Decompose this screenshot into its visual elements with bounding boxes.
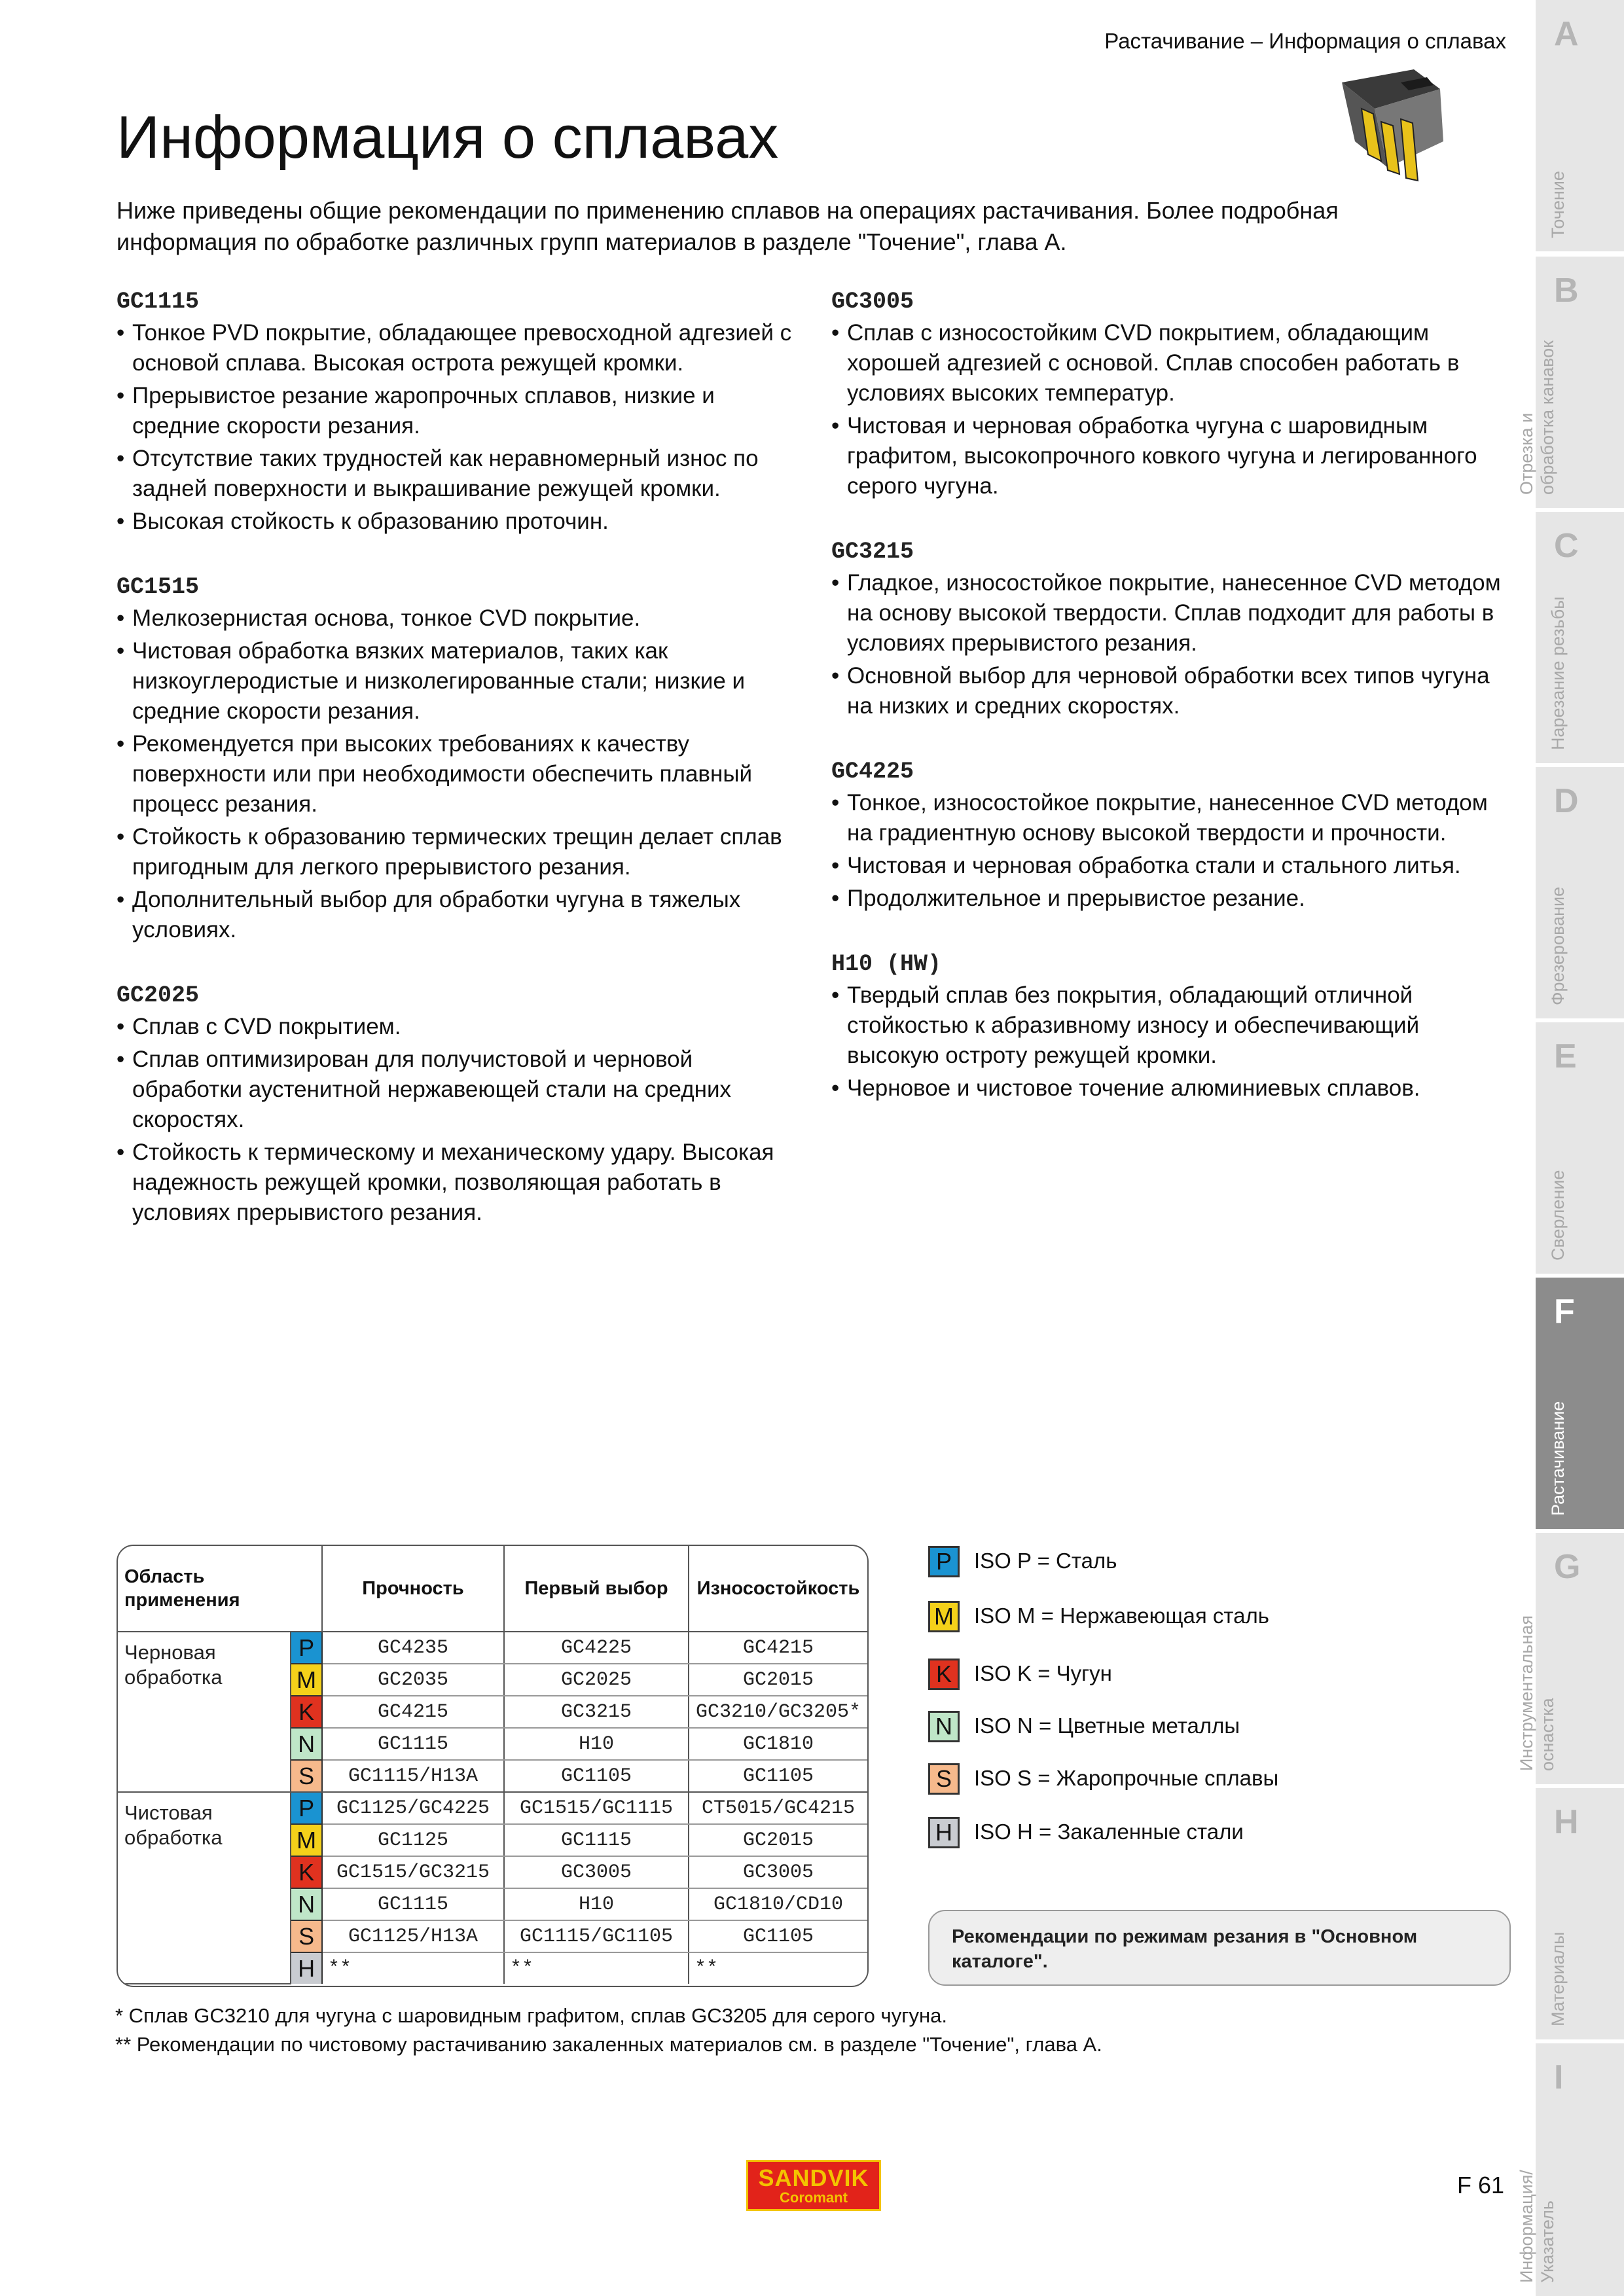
grade-bullet: • Высокая стойкость к образованию проточин. [117,507,804,537]
header-toughness: Прочность [322,1546,504,1632]
chapter-tab-g[interactable] [1517,1533,1624,1784]
toughness-cell: GC1115 [322,1728,504,1760]
legend-label: ISO P = Сталь [974,1549,1117,1573]
iso-color-swatch: N [928,1711,960,1742]
grade-bullet: • Отсутствие таких трудностей как неравномерный износ по задней поверхности и выкрашивание режущей кромки. [117,444,804,504]
iso-code-cell: M [291,1824,322,1856]
tab-letter: F [1554,1293,1575,1331]
grade-bullet: • Тонкое, износостойкое покрытие, нанесенное CVD методом на градиентную основу высокой твердости и прочности. [831,788,1512,848]
footnotes [115,2001,1102,2059]
grade-bullet: • Основной выбор для черновой обработки всех типов чугуна на низких и средних скоростях. [831,661,1512,721]
iso-code-cell: M [291,1664,322,1696]
grade-section [117,285,804,537]
chapter-tab-b[interactable] [1517,257,1624,508]
grade-name: GC1515 [117,574,200,600]
grade-bullet: • Твердый сплав без покрытия, обладающий отличной стойкостью к абразивному износу и обеспечивающий высокую остроту режущей кромки. [831,980,1512,1071]
first-choice-cell: GC1105 [504,1760,689,1792]
intro-paragraph: Ниже приведены общие рекомендации по применению сплавов на операциях растачивания. Более подробная информация по обработке различных групп материалов в разделе "Точение", глава А. [117,197,1339,255]
grade-bullet: • Рекомендуется при высоких требованиях к качеству поверхности или при необходимости обеспечить плавный процесс резания. [117,729,804,819]
toughness-cell: GC1115/H13A [322,1760,504,1792]
grade-bullet: • Тонкое PVD покрытие, обладающее превосходной адгезией с основой сплава. Высокая острота режущей кромки. [117,318,804,378]
running-head: Растачивание – Информация о сплавах [1104,29,1506,53]
tab-label-wrap [1536,1817,1614,2026]
first-choice-cell: H10 [504,1728,689,1760]
header-wear-resistance: Износостойкость [689,1546,867,1632]
toughness-cell: ** [322,1952,504,1984]
table-row [118,1792,867,1824]
grade-name: GC3215 [831,539,914,565]
grade-bullet: • Прерывистое резание жаропрочных сплавов, низкие и средние скорости резания. [117,381,804,441]
application-area: Черновая обработка [118,1632,291,1792]
wear-resistance-cell: GC1810 [689,1728,867,1760]
chapter-tab-d[interactable] [1536,767,1624,1018]
cutting-data-note [928,1910,1511,1986]
note-text: Рекомендации по режимам резания в "Основном каталоге". [952,1926,1418,1972]
iso-code-cell: S [291,1760,322,1792]
tab-letter: E [1554,1037,1577,1075]
iso-color-swatch: K [928,1659,960,1690]
iso-color-swatch: S [928,1763,960,1795]
iso-code-cell: P [291,1792,322,1824]
legend-label: ISO N = Цветные металлы [974,1713,1240,1738]
chapter-tab-i[interactable] [1517,2043,1624,2296]
grade-name: GC4225 [831,759,914,785]
grade-name: H10 (HW) [831,951,942,977]
iso-color-swatch: M [928,1601,960,1632]
tab-letter: C [1554,527,1579,565]
tab-label-wrap [1517,2073,1614,2283]
wear-resistance-cell: GC4215 [689,1632,867,1664]
footnote-1: * Сплав GC3210 для чугуна с шаровидным графитом, сплав GC3205 для серого чугуна. [115,2004,947,2027]
grade-name: GC1115 [117,289,200,315]
wear-resistance-cell: GC3005 [689,1856,867,1888]
grade-bullet: • Стойкость к термическому и механическому удару. Высокая надежность режущей кромки, позволяющая работать в условиях прерывистого резания. [117,1138,804,1228]
grade-name: GC2025 [117,982,200,1009]
tab-label-wrap [1536,29,1614,238]
application-table [117,1545,869,1987]
toughness-cell: GC1125/GC4225 [322,1792,504,1824]
grade-bullet: • Сплав с износостойким CVD покрытием, обладающим хорошей адгезией с основой. Сплав способен работать в условиях высоких температур. [831,318,1512,408]
grade-bullets [117,603,804,945]
tab-label: Инструментальная оснастка [1517,1615,1557,1771]
tab-label: Фрезерование [1548,886,1568,1005]
chapter-tab-c[interactable] [1536,512,1624,763]
tab-label: Информация/ Указатель [1517,2170,1557,2283]
tab-letter: D [1554,782,1579,820]
tab-label: Материалы [1548,1931,1568,2026]
toughness-cell: GC1125 [322,1824,504,1856]
grade-bullet: • Мелкозернистая основа, тонкое CVD покрытие. [117,603,804,634]
legend-label: ISO K = Чугун [974,1661,1112,1685]
logo-wordmark: SANDVIK [758,2164,869,2191]
iso-color-swatch: P [928,1546,960,1577]
legend-label: ISO H = Закаленные стали [974,1820,1244,1844]
sandvik-coromant-logo [746,2160,881,2211]
grade-section [831,948,1512,1103]
wear-resistance-cell: GC1810/CD10 [689,1888,867,1920]
legend-item [928,1659,1295,1691]
grade-section [117,571,804,945]
tab-label: Сверление [1548,1170,1568,1261]
page-number: F 61 [1457,2172,1505,2198]
tab-label: Отрезка и обработка канавок [1517,340,1557,495]
iso-code-cell: S [291,1920,322,1952]
legend-item [928,1601,1295,1634]
tab-label-wrap [1536,541,1614,750]
first-choice-cell: GC4225 [504,1632,689,1664]
boring-insert-illustration [1335,63,1447,194]
first-choice-cell: GC1115 [504,1824,689,1856]
tab-label-wrap [1517,1562,1614,1771]
tab-letter: G [1554,1548,1581,1586]
chapter-tabs [1517,0,1624,2296]
grade-bullet: • Стойкость к образованию термических трещин делает сплав пригодным для легкого прерывистого резания. [117,822,804,882]
tab-label-wrap [1536,1051,1614,1261]
header-first-choice: Первый выбор [504,1546,689,1632]
grade-section [831,535,1512,721]
first-choice-cell: GC2025 [504,1664,689,1696]
grade-bullets [831,318,1512,501]
chapter-tab-f[interactable] [1536,1278,1624,1529]
grade-bullet: • Сплав с CVD покрытием. [117,1012,804,1042]
tab-label: Точение [1548,171,1568,238]
chapter-tab-e[interactable] [1536,1022,1624,1274]
first-choice-cell: GC3215 [504,1696,689,1728]
grade-bullets [831,980,1512,1103]
grade-bullet: • Продолжительное и прерывистое резание. [831,884,1512,914]
application-area: Чистовая обработка [118,1792,291,1984]
iso-code-cell: K [291,1696,322,1728]
first-choice-cell: GC1515/GC1115 [504,1792,689,1824]
first-choice-cell: H10 [504,1888,689,1920]
wear-resistance-cell: GC2015 [689,1664,867,1696]
grade-section [117,979,804,1228]
grade-bullet: • Чистовая и черновая обработка стали и стального литья. [831,851,1512,881]
footnote-2: ** Рекомендации по чистовому растачиванию закаленных материалов см. в разделе "Точение", глава А. [115,2033,1102,2056]
iso-code-cell: N [291,1888,322,1920]
wear-resistance-cell: GC1105 [689,1920,867,1952]
toughness-cell: GC4215 [322,1696,504,1728]
iso-code-cell: P [291,1632,322,1664]
grade-bullet: • Черновое и чистовое точение алюминиевых сплавов. [831,1073,1512,1103]
legend-label: ISO M = Нержавеющая сталь [974,1604,1269,1628]
tab-label: Растачивание [1548,1401,1568,1516]
tab-letter: I [1554,2058,1564,2096]
first-choice-cell: ** [504,1952,689,1984]
grade-bullets [117,1012,804,1228]
wear-resistance-cell: GC3210/GC3205* [689,1696,867,1728]
toughness-cell: GC1125/H13A [322,1920,504,1952]
tab-label-wrap [1536,1306,1614,1516]
wear-resistance-cell: GC1105 [689,1760,867,1792]
first-choice-cell: GC3005 [504,1856,689,1888]
grade-name: GC3005 [831,289,914,315]
grade-bullet: • Чистовая и черновая обработка чугуна с шаровидным графитом, высокопрочного ковкого чугуна и легированного серого чугуна. [831,411,1512,501]
wear-resistance-cell: ** [695,1957,719,1980]
iso-color-swatch: H [928,1817,960,1848]
grade-section [831,755,1512,914]
tab-label-wrap [1536,796,1614,1005]
wear-resistance-cell: CT5015/GC4215 [689,1792,867,1824]
header-area: Область применения [118,1546,322,1632]
grade-bullets [831,568,1512,721]
legend-label: ISO S = Жаропрочные сплавы [974,1766,1279,1790]
legend-item [928,1711,1295,1744]
chapter-tab-a[interactable] [1536,0,1624,251]
iso-code-cell: N [291,1728,322,1760]
toughness-cell: GC2035 [322,1664,504,1696]
legend-item [928,1817,1295,1850]
logo-subtitle: Coromant [780,2189,848,2206]
toughness-cell: GC1115 [322,1888,504,1920]
grade-section [831,285,1512,501]
grade-bullet: • Чистовая обработка вязких материалов, таких как низкоуглеродистые и низколегированные стали; низкие и средние скорости резания. [117,636,804,726]
grade-bullets [117,318,804,537]
legend-item [928,1546,1295,1579]
grade-bullets [831,788,1512,914]
wear-resistance-cell: GC2015 [689,1824,867,1856]
toughness-cell: GC1515/GC3215 [322,1856,504,1888]
page-title: Информация о сплавах [117,104,779,171]
chapter-tab-h[interactable] [1536,1788,1624,2039]
grades-left-column [117,285,804,1262]
grade-bullet: • Дополнительный выбор для обработки чугуна в тяжелых условиях. [117,885,804,945]
tab-label-wrap [1517,285,1614,495]
toughness-cell: GC4235 [322,1632,504,1664]
grades-right-column [831,285,1512,1138]
legend-item [928,1763,1295,1796]
tab-letter: A [1554,15,1579,53]
grade-bullet: • Сплав оптимизирован для получистовой и черновой обработки аустенитной нержавеющей стали на средних скоростях. [117,1045,804,1135]
tab-letter: B [1554,272,1579,310]
iso-code-cell: H [291,1952,322,1984]
iso-code-cell: K [291,1856,322,1888]
first-choice-cell: GC1115/GC1105 [504,1920,689,1952]
grade-bullet: • Гладкое, износостойкое покрытие, нанесенное CVD методом на основу высокой твердости. Сплав подходит для работы в условиях прерывистого резания. [831,568,1512,658]
tab-label: Нарезание резьбы [1548,596,1568,750]
tab-letter: H [1554,1803,1579,1841]
table-row [118,1632,867,1664]
